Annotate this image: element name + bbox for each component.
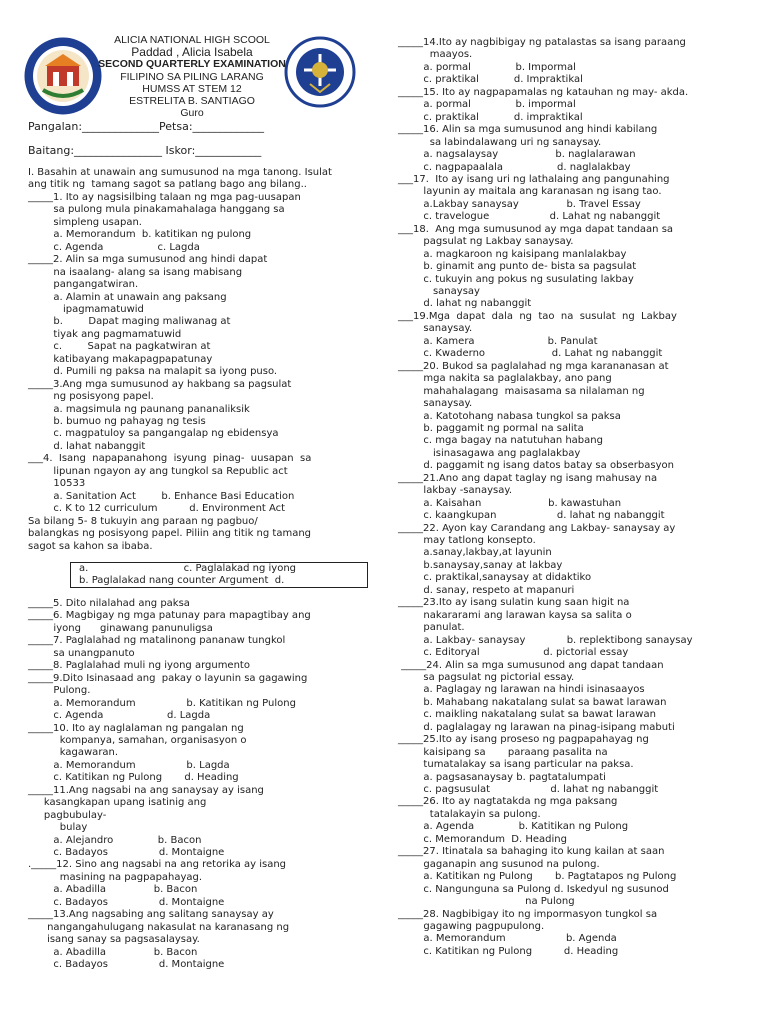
question-line: a. Memorandum b. katitikan ng pulong (28, 229, 252, 241)
question-line: c. praktikal d. Impraktikal (398, 74, 583, 86)
question-line: _____21.Ano ang dapat taglay ng isang mahusay na (398, 472, 658, 484)
question-line: c. Katitikan ng Pulong d. Heading (28, 772, 239, 784)
question-line: sanaysay. (398, 323, 473, 335)
question-line: na isaalang- alang sa isang mabisang (28, 266, 243, 278)
question-line: _____20. Bukod sa paglalahad ng mga karananasan at (398, 360, 669, 372)
question-line: tumatalakay sa isang particular na paksa. (398, 759, 634, 771)
question-line: d. sanay, respeto at mapanuri (398, 584, 575, 596)
question-line: a. Paglagay ng larawan na hindi isinasaayos (398, 684, 645, 696)
question-line: _____25.Ito ay isang proseso ng pagpapahayag ng (398, 734, 649, 746)
question-line: _____2. Alin sa mga sumusunod ang hindi dapat (28, 254, 268, 266)
question-line: b.sanaysay,sanay at lakbay (398, 559, 563, 571)
question-line: _____16. Alin sa mga sumusunod ang hindi kabilang (398, 124, 658, 136)
teacher-role: Guro (180, 107, 204, 119)
question-line: c. Agenda c. Lagda (28, 241, 200, 253)
question-line: c. Badayos d. Montaigne (28, 896, 225, 908)
exam-title: SECOND QUARTERLY EXAMINATION (98, 58, 286, 70)
question-line: _____8. Paglalahad muli ng iyong argumento (28, 660, 250, 672)
grade-score-fields[interactable]: Baitang:________________ Iskor:____________ (28, 144, 262, 157)
question-line: isinasagawa ang paglalakbay (398, 447, 581, 459)
question-line: a. Memorandum b. Agenda (398, 933, 617, 945)
question-line: c. Nangunguna sa Pulong d. Iskedyul ng susunod (398, 883, 669, 895)
question-line: _____28. Nagbibigay ito ng impormasyon tungkol sa (398, 908, 658, 920)
question-line: nakararami ang larawan kaysa sa salita o (398, 609, 632, 621)
question-line: c. Sapat na pagkatwiran at (28, 341, 211, 353)
question-line: a. pagsasanaysay b. pagtatalumpati (398, 771, 606, 783)
question-line: a. Alejandro b. Bacon (28, 834, 202, 846)
question-line: _____3.Ang mga sumusunod ay hakbang sa pagsulat (28, 378, 292, 390)
question-line: ___17. Ito ay isang uri ng lathalaing ang pangunahing (398, 173, 670, 185)
question-line: d. lahat nabanggit (28, 440, 146, 452)
question-line: layunin ay maitala ang karanasan ng isang tao. (398, 186, 662, 198)
question-line: b. bumuo ng pahayag ng tesis (28, 416, 206, 427)
question-line: sanaysay. (398, 398, 473, 410)
question-line: na Pulong (398, 896, 575, 908)
question-line: _____27. Itinatala sa bahaging ito kung kailan at saan (398, 846, 665, 858)
question-line: Pulong. (28, 685, 91, 697)
question-line: d. Pumili ng paksa na malapit sa iyong puso. (28, 366, 278, 378)
question-line: c. Kwaderno d. Lahat ng nabanggit (398, 348, 663, 360)
question-line: c. Memorandum D. Heading (398, 833, 567, 845)
question-line: mahahalagang maisasama sa nilalaman ng (398, 385, 645, 397)
question-line: d. lahat ng nabanggit (398, 298, 532, 310)
question-line: c. nagpapaalala d. naglalakbay (398, 161, 631, 173)
question-line: c. travelogue d. Lahat ng nabanggit (398, 211, 661, 223)
question-line: b. Dapat maging maliwanag at (28, 316, 231, 328)
box-line: a. c. Paglalakad ng iyong (79, 563, 297, 574)
question-line: panulat. (398, 622, 465, 634)
question-line: c. pagsusulat d. lahat ng nabanggit (398, 784, 659, 795)
question-line: masining na pagpapahayag. (28, 871, 203, 883)
question-line: c. Badayos d. Montaigne (28, 959, 225, 971)
strand-name: HUMSS AT STEM 12 (142, 83, 242, 95)
question-line: maayos. (398, 49, 473, 61)
question-line: _____5. Dito nilalahad ang paksa (28, 598, 190, 609)
question-line: tiyak ang pagmamatuwid (28, 328, 182, 340)
question-line: c. Katitikan ng Pulong d. Heading (398, 945, 619, 957)
question-line: lipunan ngayon ay ang tungkol sa Republic act (28, 465, 288, 477)
question-line: bulay (28, 822, 88, 834)
question-line: a. Memorandum b. Lagda (28, 759, 230, 771)
question-line: a. magkaroon ng kaisipang manlalakbay (398, 248, 627, 260)
question-line: sanaysay (398, 286, 480, 297)
question-line: _____9.Dito Isinasaad ang pakay o layunin sa gagawing (28, 672, 308, 684)
school-name: ALICIA NATIONAL HIGH SCOOL (114, 34, 270, 46)
question-line: c. tukuyin ang pokus ng susulating lakbay (398, 273, 634, 285)
question-line: _____6. Magbigay ng mga patunay para mapagtibay ang (28, 610, 311, 622)
question-line: _____22. Ayon kay Carandang ang Lakbay- sanaysay ay (398, 522, 676, 534)
question-line: ng posisyong papel. (28, 391, 154, 403)
question-line: may tatlong konsepto. (398, 535, 536, 546)
question-line: _____7. Paglalahad ng matalinong pananaw tungkol (28, 635, 286, 647)
question-line: a. Memorandum b. Katitikan ng Pulong (28, 697, 296, 709)
question-line: d. paglalagay ng larawan na pinag-isipang mabuti (398, 721, 675, 733)
question-line: a. Kaisahan b. kawastuhan (398, 497, 622, 509)
question-line: _____10. Ito ay naglalaman ng pangalan ng (28, 722, 244, 734)
question-line: c. Badayos d. Montaigne (28, 847, 225, 858)
question-line: a. Katotohang nabasa tungkol sa paksa (398, 410, 621, 422)
question-line: pagbubulay- (28, 809, 107, 821)
question-line: lakbay -sanaysay. (398, 485, 513, 497)
question-line: _____14.Ito ay nagbibigay ng patalastas sa isang paraang (398, 37, 686, 48)
teacher-name: ESTRELITA B. SANTIAGO (129, 95, 255, 107)
question-line: mga nakita sa paglalakbay, ano pang (398, 373, 612, 385)
question-line: pagsulat ng Lakbay sanaysay. (398, 236, 574, 248)
question-line: _____24. Alin sa mga sumusunod ang dapat tandaan (398, 659, 664, 671)
question-line: c. kaangkupan d. lahat ng nabanggit (398, 510, 665, 522)
question-line: a. Sanitation Act b. Enhance Basi Education (28, 490, 295, 502)
question-line: kompanya, samahan, organisasyon o (28, 734, 247, 746)
question-line: c. magpatuloy sa pangangalap ng ebidensya (28, 428, 279, 440)
question-line: c. Editoryal d. pictorial essay (398, 647, 629, 659)
question-line: tatalakayin sa pulong. (398, 808, 541, 820)
question-line: kaisipang sa paraang pasalita na (398, 746, 608, 758)
question-line: ___4. Isang napapanahong isyung pinag- uusapan sa (28, 453, 312, 465)
question-line: ang titik ng tamang sagot sa patlang bago ang bilang.. (28, 179, 307, 191)
question-line: ___19.Mga dapat dala ng tao na susulat ng Lakbay (398, 310, 677, 322)
question-line: kasangkapan upang isatinig ang (28, 797, 207, 809)
question-line: _____26. Ito ay nagtatakda ng mga paksang (398, 796, 618, 808)
question-line: katibayang makapagpapatunay (28, 353, 213, 365)
question-line: c. mga bagay na natutuhan habang (398, 435, 603, 447)
question-line: isang sanay sa pagsasalaysay. (28, 934, 200, 946)
question-line: ._____12. Sino ang nagsabi na ang retorika ay isang (28, 859, 287, 871)
question-line: a.Lakbay sanaysay b. Travel Essay (398, 198, 641, 210)
question-line: ___18. Ang mga sumusunod ay mga dapat tandaan sa (398, 223, 674, 235)
question-line: a. Abadilla b. Bacon (28, 946, 198, 958)
answer-choices-box (70, 562, 368, 588)
question-line: nangangahulugang nakasulat na karanasang ng (28, 921, 290, 933)
question-line: balangkas ng posisyong papel. Piliin ang titik ng tamang (28, 528, 312, 540)
question-line: I. Basahin at unawain ang sumusunod na mga tanong. Isulat (28, 167, 332, 178)
question-line: gaganapin ang susunod na pulong. (398, 858, 600, 870)
question-line: sagot sa kahon sa ibaba. (28, 540, 153, 552)
question-line: b. ginamit ang punto de- bista sa pagsulat (398, 261, 637, 273)
question-line: a. Kamera b. Panulat (398, 335, 598, 347)
school-location: Paddad , Alicia Isabela (131, 45, 253, 59)
question-line: a. nagsalaysay b. naglalarawan (398, 149, 636, 161)
question-line: sa unangpanuto (28, 647, 135, 659)
question-line: iyong ginawang panunuligsa (28, 622, 213, 634)
question-line: sa pagsulat ng pictorial essay. (398, 671, 575, 683)
question-line: _____1. Ito ay nagsisilbing talaan ng mga pag-uusapan (28, 191, 301, 203)
question-line: sa labindalawang uri ng sanaysay. (398, 136, 602, 148)
question-line: gagawing pagpupulong. (398, 920, 545, 932)
question-line: a. magsimula ng paunang pananaliksik (28, 403, 250, 415)
question-line: ipagmamatuwid (28, 303, 144, 315)
subject-name: FILIPINO SA PILING LARANG (120, 71, 264, 83)
question-line: d. paggamit ng isang datos batay sa obserbasyon (398, 460, 674, 472)
question-line: a. Lakbay- sanaysay b. replektibong sanaysay (398, 634, 693, 646)
question-line: simpleng usapan. (28, 216, 142, 228)
question-line: c. praktikal,sanaysay at didaktiko (398, 572, 592, 584)
question-line: _____11.Ang nagsabi na ang sanaysay ay isang (28, 784, 264, 796)
question-line: c. K to 12 curriculum d. Environment Act (28, 503, 286, 515)
question-line: b. Mahabang nakatalang sulat sa bawat larawan (398, 696, 667, 708)
question-line: 10533 (28, 478, 86, 490)
name-date-fields[interactable]: Pangalan:______________Petsa:_____________ (28, 120, 265, 133)
question-line: c. Agenda d. Lagda (28, 710, 211, 722)
question-line: b. paggamit ng pormal na salita (398, 422, 584, 434)
question-line: _____23.Ito ay isang sulatin kung saan higit na (398, 597, 630, 609)
question-line: kagawaran. (28, 747, 119, 759)
question-line: _____15. Ito ay nagpapamalas ng katauhan ng may- akda. (398, 86, 689, 98)
question-line: Sa bilang 5- 8 tukuyin ang paraan ng pagbuo/ (28, 515, 258, 527)
question-line: a. Agenda b. Katitikan ng Pulong (398, 821, 629, 833)
question-line: _____13.Ang nagsabing ang salitang sanaysay ay (28, 909, 274, 921)
question-line: pangangatwiran. (28, 279, 139, 291)
question-line: a. Abadilla b. Bacon (28, 884, 198, 896)
box-line: b. Paglalakad nang counter Argument d. (79, 575, 285, 586)
question-line: a.sanay,lakbay,at layunin (398, 547, 552, 559)
question-line: c. praktikal d. impraktikal (398, 111, 583, 123)
question-line: sa pulong mula pinakamahalaga hanggang sa (28, 204, 285, 216)
question-line: a. Katitikan ng Pulong b. Pagtatapos ng Pulong (398, 871, 677, 883)
question-line: a. pormal b. impormal (398, 99, 576, 111)
question-line: c. maikling nakatalang sulat sa bawat larawan (398, 709, 656, 721)
question-line: a. Alamin at unawain ang paksang (28, 291, 227, 303)
question-line: a. pormal b. Impormal (398, 61, 576, 73)
